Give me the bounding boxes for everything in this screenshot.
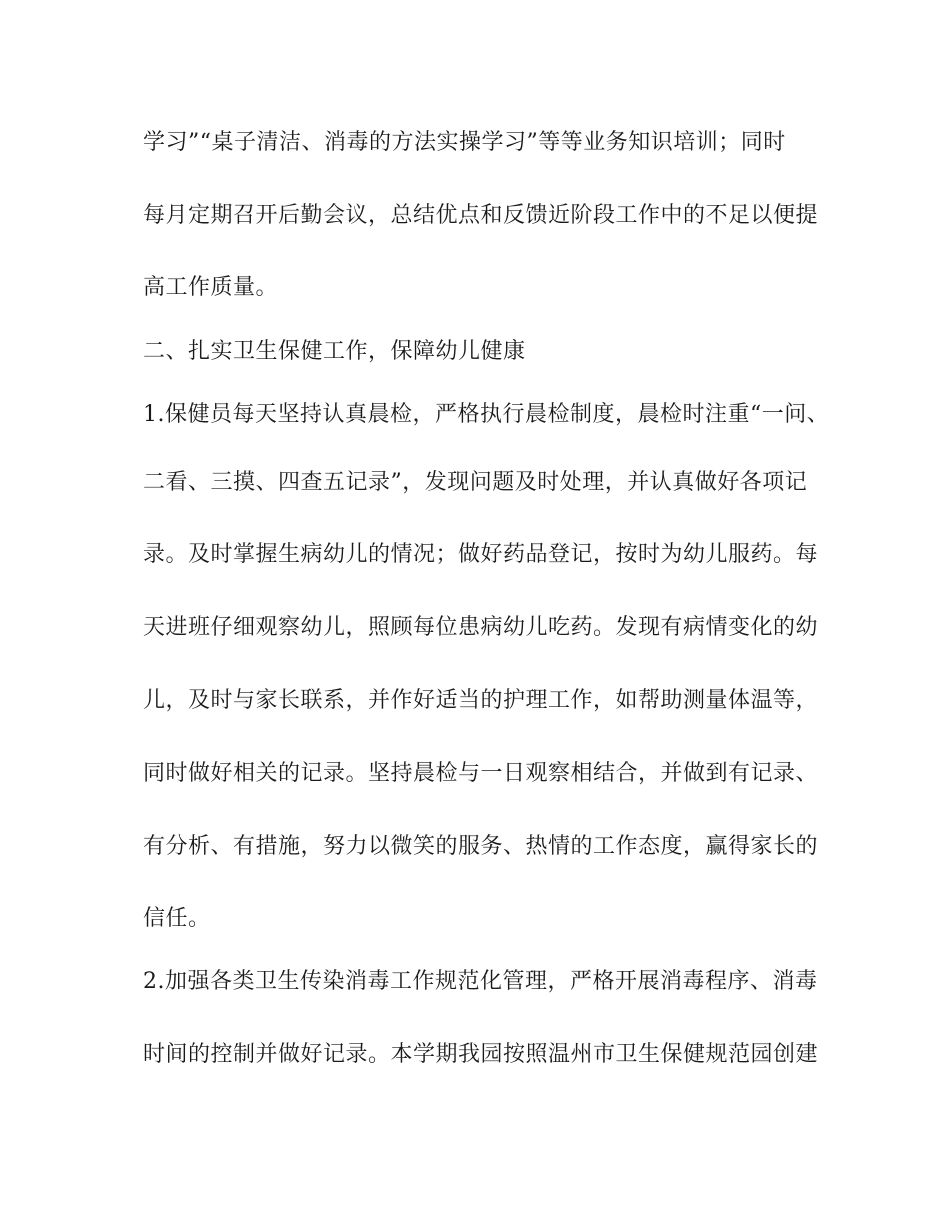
text-line-7: 录。及时掌握生病幼儿的情况；做好药品登记，按时为幼儿服药。每 bbox=[143, 542, 819, 567]
text-line-12: 信任。 bbox=[143, 906, 211, 931]
section-heading: 二、扎实卫生保健工作，保障幼儿健康 bbox=[143, 339, 526, 364]
text-line-1: 学习”“桌子清洁、消毒的方法实操学习”等等业务知识培训；同时 bbox=[143, 130, 786, 155]
text-line-13: 2.加强各类卫生传染消毒工作规范化管理，严格开展消毒程序、消毒 bbox=[143, 969, 818, 994]
text-line-2: 每月定期召开后勤会议，总结优点和反馈近阶段工作中的不足以便提 bbox=[143, 203, 819, 228]
text-line-9: 儿，及时与家长联系，并作好适当的护理工作，如帮助测量体温等， bbox=[143, 688, 819, 713]
text-line-3: 高工作质量。 bbox=[143, 275, 279, 300]
text-line-8: 天进班仔细观察幼儿，照顾每位患病幼儿吃药。发现有病情变化的幼 bbox=[143, 615, 819, 640]
text-line-6: 二看、三摸、四查五记录”，发现问题及时处理，并认真做好各项记 bbox=[143, 470, 808, 495]
text-line-14: 时间的控制并做好记录。本学期我园按照温州市卫生保健规范园创建 bbox=[143, 1042, 819, 1067]
text-line-11: 有分析、有措施，努力以微笑的服务、热情的工作态度，赢得家长的 bbox=[143, 834, 819, 859]
text-line-10: 同时做好相关的记录。坚持晨检与一日观察相结合，并做到有记录、 bbox=[143, 761, 819, 786]
text-line-5: 1.保健员每天坚持认真晨检，严格执行晨检制度，晨检时注重“一问、 bbox=[143, 402, 830, 427]
